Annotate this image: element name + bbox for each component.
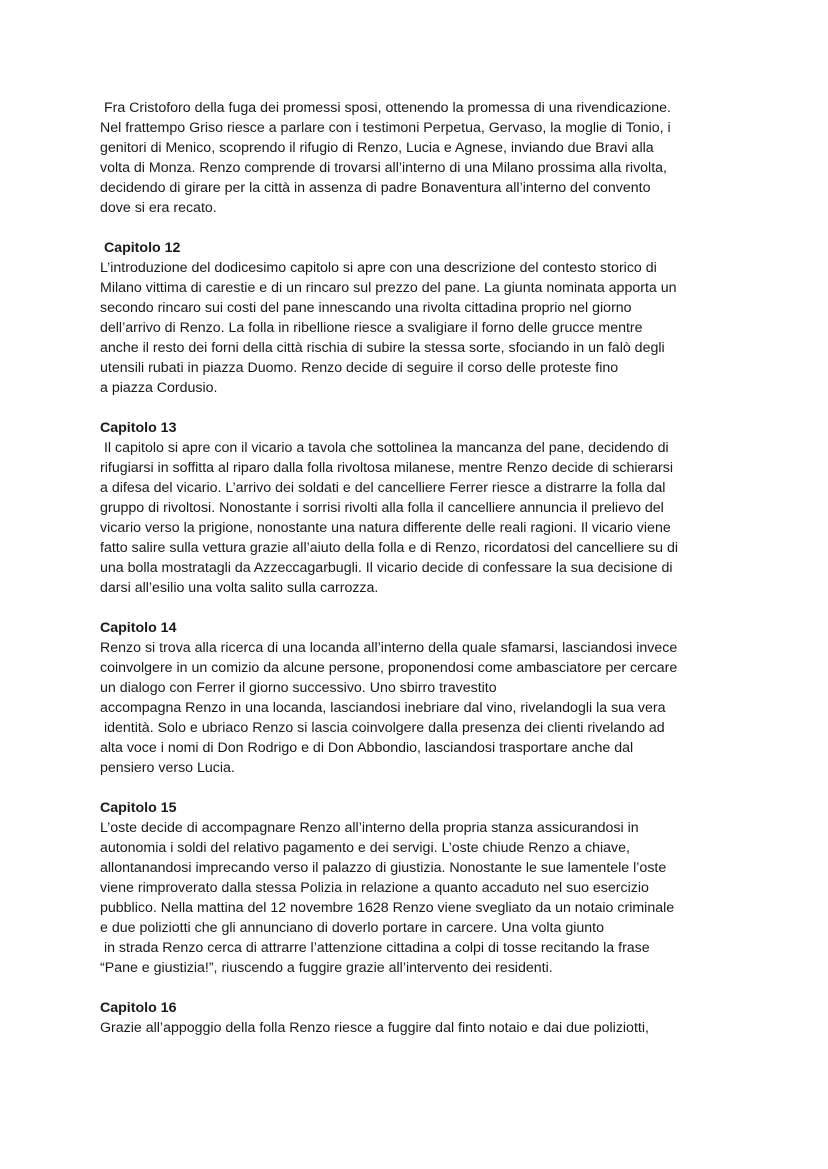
text-line: vicario verso la prigione, nonostante una natura differente delle reali ragioni. Il vicario viene	[100, 520, 671, 536]
chapter-heading: Capitolo 16	[100, 1000, 177, 1016]
chapter-heading: Capitolo 14	[100, 620, 177, 636]
paragraph-gap	[100, 218, 740, 238]
text-line: e due poliziotti che gli annunciano di doverlo portare in carcere. Una volta giunto	[100, 920, 604, 936]
text-line: L’oste decide di accompagnare Renzo all’interno della propria stanza assicurandosi in	[100, 820, 639, 836]
paragraph-gap	[100, 598, 740, 618]
text-line: secondo rincaro sui costi del pane innescando una rivolta cittadina proprio nel giorno	[100, 300, 632, 316]
document-page	[100, 98, 740, 1038]
text-line: rifugiarsi in soffitta al riparo dalla folla rivoltosa milanese, mentre Renzo decide di schierarsi	[100, 460, 674, 476]
text-line: Fra Cristoforo della fuga dei promessi sposi, ottenendo la promessa di una rivendicazione.	[100, 100, 671, 116]
text-line: allontanandosi imprecando verso il palazzo di giustizia. Nonostante le sue lamentele l’oste	[100, 860, 667, 876]
chapter-13-section	[100, 418, 740, 598]
chapter-16-section	[100, 998, 740, 1038]
text-line: a difesa del vicario. L’arrivo dei soldati e del cancelliere Ferrer riesce a distrarre la folla dal	[100, 480, 666, 496]
text-line: darsi all’esilio una volta salito sulla carrozza.	[100, 580, 379, 596]
text-line: dell’arrivo di Renzo. La folla in ribellione riesce a svaligiare il forno delle grucce mentre	[100, 320, 643, 336]
text-line: Renzo si trova alla ricerca di una locanda all’interno della quale sfamarsi, lasciandosi invece	[100, 640, 678, 656]
intro-paragraph	[100, 98, 740, 218]
text-line: pensiero verso Lucia.	[100, 760, 235, 776]
text-line: fatto salire sulla vettura grazie all’aiuto della folla e di Renzo, ricordatosi del cancelliere su di	[100, 540, 679, 556]
text-line: una bolla mostratagli da Azzeccagarbugli. Il vicario decide di confessare la sua decisione di	[100, 560, 673, 576]
text-line: L’introduzione del dodicesimo capitolo si apre con una descrizione del contesto storico di	[100, 260, 657, 276]
text-line: identità. Solo e ubriaco Renzo si lascia coinvolgere dalla presenza dei clienti rivelando ad	[100, 720, 665, 736]
text-line: un dialogo con Ferrer il giorno successivo. Uno sbirro travestito	[100, 680, 497, 696]
text-line: alta voce i nomi di Don Rodrigo e di Don Abbondio, lasciandosi trasportare anche dal	[100, 740, 634, 756]
text-line: utensili rubati in piazza Duomo. Renzo decide di seguire il corso delle proteste fino	[100, 360, 619, 376]
paragraph-gap	[100, 978, 740, 998]
text-line: decidendo di girare per la città in assenza di padre Bonaventura all’interno del convento	[100, 180, 651, 196]
text-line: Nel frattempo Griso riesce a parlare con i testimoni Perpetua, Gervaso, la moglie di Tonio, i	[100, 120, 671, 136]
text-line: genitori di Menico, scoprendo il rifugio di Renzo, Lucia e Agnese, inviando due Bravi alla	[100, 140, 654, 156]
text-line: a piazza Cordusio.	[100, 380, 218, 396]
text-line: volta di Monza. Renzo comprende di trovarsi all’interno di una Milano prossima alla rivolta,	[100, 160, 667, 176]
text-line: pubblico. Nella mattina del 12 novembre 1628 Renzo viene svegliato da un notaio criminale	[100, 900, 675, 916]
chapter-heading: Capitolo 15	[100, 800, 177, 816]
text-line: Il capitolo si apre con il vicario a tavola che sottolinea la mancanza del pane, decidendo di	[100, 440, 669, 456]
text-line: “Pane e giustizia!”, riuscendo a fuggire grazie all’intervento dei residenti.	[100, 960, 553, 976]
text-line: dove si era recato.	[100, 200, 217, 216]
text-line: Grazie all’appoggio della folla Renzo riesce a fuggire dal finto notaio e dai due poliziotti,	[100, 1020, 649, 1036]
text-line: coinvolgere in un comizio da alcune persone, proponendosi come ambasciatore per cercare	[100, 660, 678, 676]
paragraph-gap	[100, 778, 740, 798]
chapter-heading: Capitolo 13	[100, 420, 177, 436]
chapter-12-section	[100, 238, 740, 398]
text-line: viene rimproverato dalla stessa Polizia in relazione a quanto accaduto nel suo esercizio	[100, 880, 649, 896]
text-line: gruppo di rivoltosi. Nonostante i sorrisi rivolti alla folla il cancelliere annuncia il prelievo del	[100, 500, 664, 516]
chapter-14-section	[100, 618, 740, 778]
text-line: Milano vittima di carestie e di un rincaro sul prezzo del pane. La giunta nominata apporta un	[100, 280, 677, 296]
text-line: in strada Renzo cerca di attrarre l’attenzione cittadina a colpi di tosse recitando la frase	[100, 940, 650, 956]
paragraph-gap	[100, 398, 740, 418]
text-line: autonomia i soldi del relativo pagamento e dei servigi. L’oste chiude Renzo a chiave,	[100, 840, 630, 856]
chapter-15-section	[100, 798, 740, 978]
text-line: accompagna Renzo in una locanda, lasciandosi inebriare dal vino, rivelandogli la sua vera	[100, 700, 666, 716]
text-line: anche il resto dei forni della città rischia di subire la stessa sorte, sfociando in un falò degli	[100, 340, 665, 356]
chapter-heading: Capitolo 12	[100, 240, 181, 256]
